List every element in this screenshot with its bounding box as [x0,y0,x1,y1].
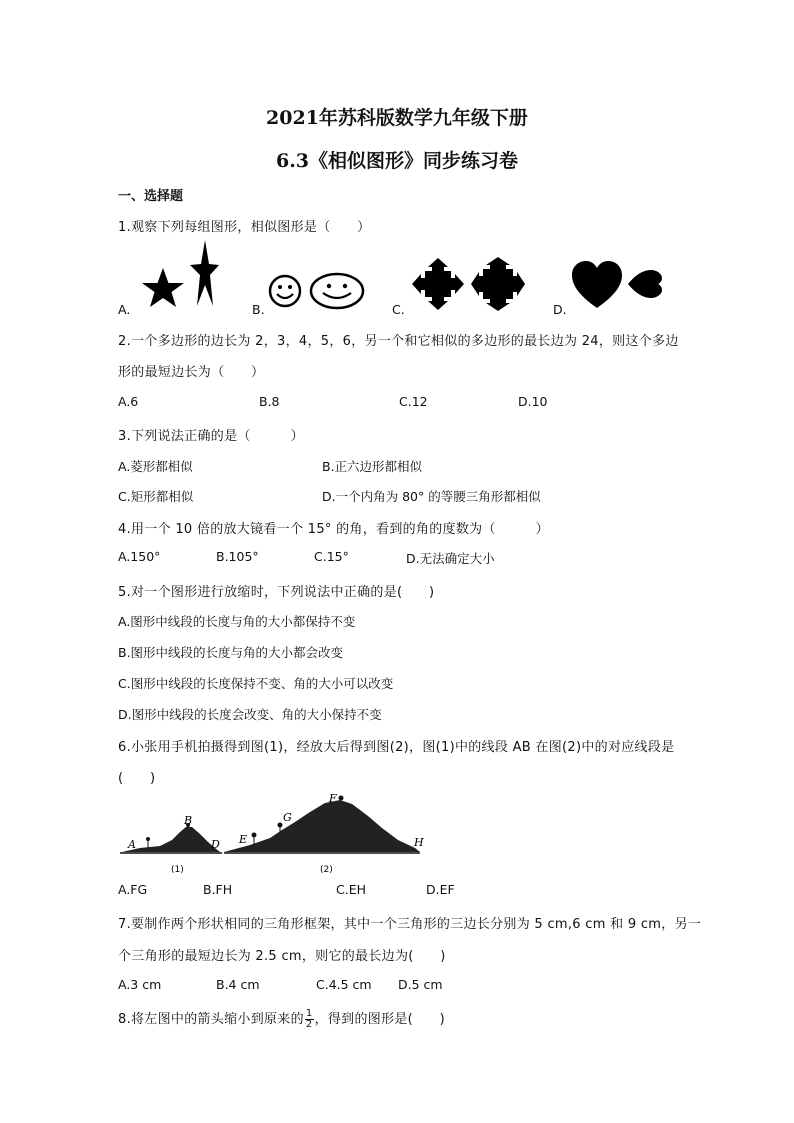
fraction-denominator: 2 [305,1019,313,1030]
question-3-stem: 3.下列说法正确的是（ ） [118,429,304,444]
question-1-option-d: D. [553,302,567,317]
question-7-stem-line1: 7.要制作两个形状相同的三角形框架，其中一个三角形的三边长分别为 5 cm,6 cm 和 9 cm，另一 [118,917,702,932]
wide-smiley-shape [311,274,363,308]
question-5-option-d: D.图形中线段的长度会改变、角的大小保持不变 [118,707,382,722]
hill-caption-2: (2) [320,865,333,875]
hill-label-b: B [184,814,193,827]
hill-label-h: H [414,836,424,849]
question-6-option-d: D.EF [426,882,455,897]
question-6-option-c: C.EH [336,882,366,897]
hill-label-f: F [329,792,337,805]
question-2-stem-line1: 2.一个多边形的边长为 2，3，4，5，6，另一个和它相似的多边形的最长边为 24，则这个多边 [118,334,679,349]
page-title-line1: 2021年苏科版数学九年级下册 [266,107,528,129]
section-heading: 一、选择题 [118,189,184,204]
question-4-option-a: A.150° [118,549,161,564]
heart-pair-figure [570,260,665,310]
arrow-cross-large-shape [471,257,525,311]
hill-photos-figure [120,790,430,880]
question-4-option-d: D.无法确定大小 [406,551,495,566]
question-8-stem-post: ，得到的图形是( ) [314,1012,446,1027]
question-5-option-b: B.图形中线段的长度与角的大小都会改变 [118,645,344,660]
question-2-option-c: C.12 [399,394,428,409]
question-5-option-a: A.图形中线段的长度与角的大小都保持不变 [118,614,356,629]
question-3-option-a: A.菱形都相似 [118,459,193,474]
question-5-stem: 5.对一个图形进行放缩时，下列说法中正确的是( ) [118,585,435,600]
question-4-stem: 4.用一个 10 倍的放大镜看一个 15° 的角，看到的角的度数为（ ） [118,522,549,537]
question-6-stem-line2: ( ) [118,771,156,786]
question-2-option-d: D.10 [518,394,548,409]
star-shape [142,268,184,307]
page-title-line2: 6.3《相似图形》同步练习卷 [275,150,519,172]
arrow-cross-pair-figure [408,256,528,312]
heart-shape [572,261,622,308]
one-half-fraction [305,1009,314,1030]
question-7-option-a: A.3 cm [118,977,162,992]
question-4-option-c: C.15° [314,549,349,564]
question-2-option-a: A.6 [118,394,139,409]
small-smiley-shape [270,276,300,306]
hill-label-g: G [283,811,292,824]
question-3-option-c: C.矩形都相似 [118,489,194,504]
star-pair-figure [135,240,225,308]
fraction-numerator: 1 [305,1008,313,1019]
question-2-option-b: B.8 [259,394,280,409]
sideways-heart-shape [628,270,662,298]
question-7-stem-line2: 个三角形的最短边长为 2.5 cm，则它的最长边为( ) [118,949,446,964]
hill-label-d: D [211,838,220,851]
question-1-option-a: A. [118,302,131,317]
question-7-option-c: C.4.5 cm [316,977,372,992]
hill-figure-2 [224,796,420,854]
question-6-option-a: A.FG [118,882,148,897]
question-4-option-b: B.105° [216,549,259,564]
question-3-option-b: B.正六边形都相似 [322,459,423,474]
question-1-option-b: B. [252,302,265,317]
question-8-stem-pre: 8.将左图中的箭头缩小到原来的 [118,1012,304,1027]
question-5-option-c: C.图形中线段的长度保持不变、角的大小可以改变 [118,676,394,691]
tall-star-shape [190,240,219,306]
question-1-option-c: C. [392,302,405,317]
question-1-stem: 1.观察下列每组图形，相似图形是（ ） [118,220,371,235]
smiley-pair-figure [268,270,368,312]
question-7-option-d: D.5 cm [398,977,443,992]
question-3-option-d: D.一个内角为 80° 的等腰三角形都相似 [322,489,541,504]
question-8-stem [118,1008,445,1030]
question-6-option-b: B.FH [203,882,233,897]
arrow-cross-small-shape [412,258,464,310]
question-2-stem-line2: 形的最短边长为（ ） [118,365,265,380]
hill-label-e: E [239,833,248,846]
hill-caption-1: (1) [171,865,184,875]
hill-label-a: A [128,838,136,851]
question-7-option-b: B.4 cm [216,977,260,992]
question-6-stem-line1: 6.小张用手机拍摄得到图(1)，经放大后得到图(2)，图(1)中的线段 AB 在图(2)中的对应线段是 [118,740,675,755]
